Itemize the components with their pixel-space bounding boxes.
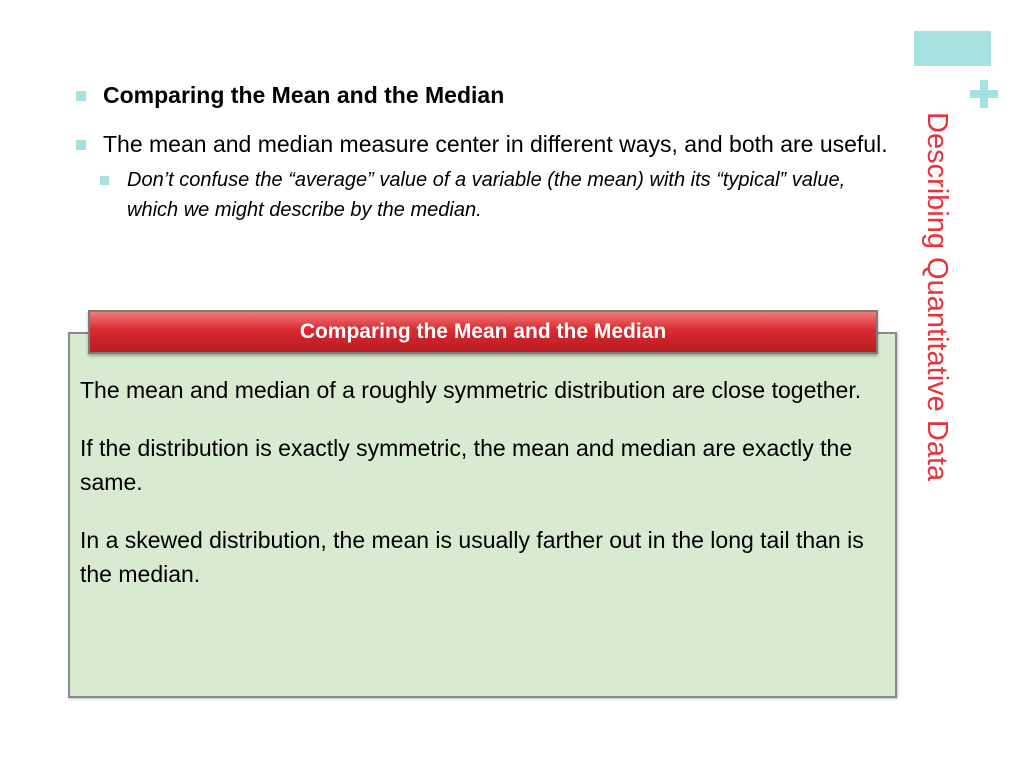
corner-accent-block: [914, 31, 991, 66]
bullet-heading: [76, 78, 886, 112]
side-title: Describing Quantitative Data: [921, 112, 953, 482]
square-bullet-icon: [76, 140, 86, 150]
panel-title: Comparing the Mean and the Median: [88, 310, 878, 354]
bullet-heading-text: Comparing the Mean and the Median: [103, 82, 505, 108]
square-bullet-icon: [100, 176, 109, 185]
square-bullet-icon: [76, 91, 86, 101]
panel-paragraph: If the distribution is exactly symmetric, the mean and median are exactly the same.: [80, 435, 853, 495]
panel-body: [80, 373, 870, 615]
bullet-sub-text: Don’t confuse the “average” value of a variable (the mean) with its “typical” value, which we might describe by the median.: [127, 169, 846, 221]
bullet-main-text: The mean and median measure center in different ways, and both are useful.: [103, 131, 888, 157]
bullet-main: [76, 128, 893, 161]
bullet-list: [76, 78, 886, 225]
panel-paragraph: In a skewed distribution, the mean is usually farther out in the long tail than is the median.: [80, 527, 864, 587]
panel-paragraph: The mean and median of a roughly symmetric distribution are close together.: [80, 377, 862, 403]
plus-icon: [968, 78, 1000, 110]
bullet-sub: [100, 165, 887, 225]
